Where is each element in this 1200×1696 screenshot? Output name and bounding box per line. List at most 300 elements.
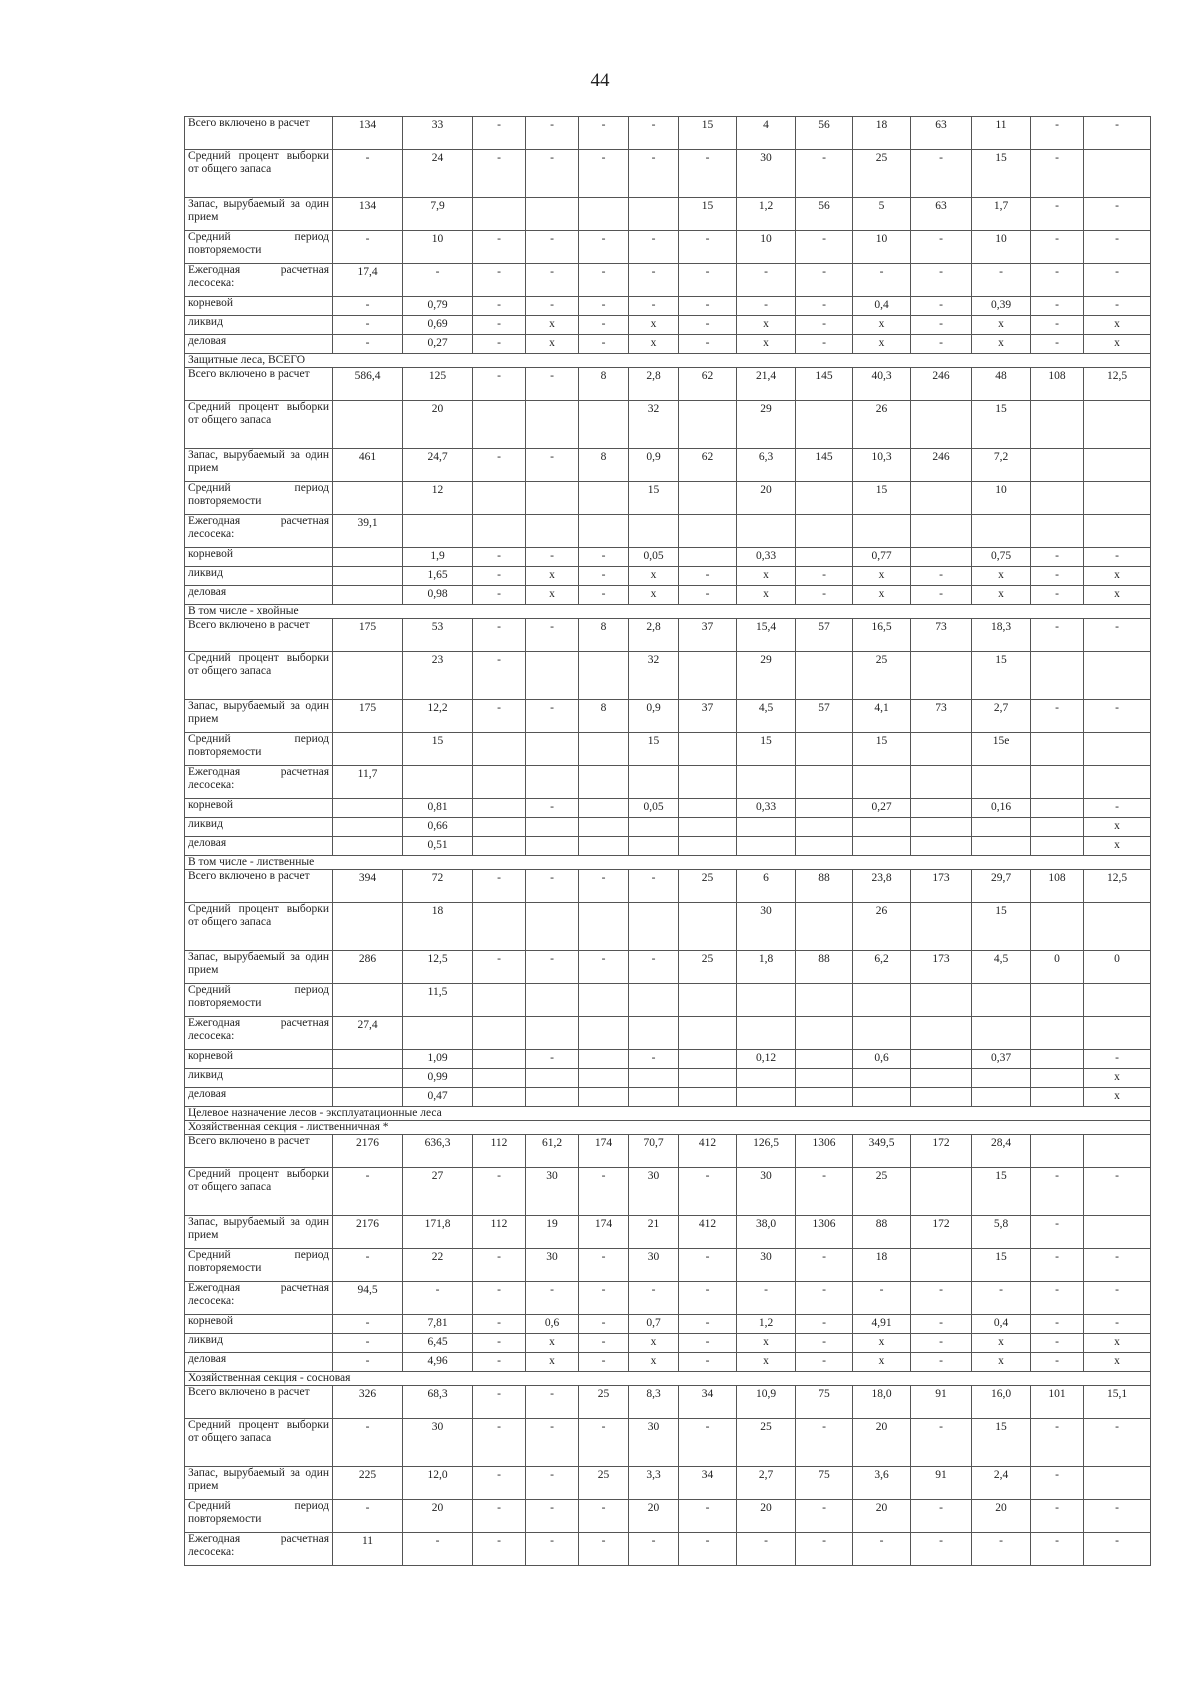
table-cell: [737, 766, 796, 799]
table-cell: 172: [911, 1135, 972, 1168]
row-label: Средний период повторяемости: [185, 733, 333, 766]
table-cell: -: [1031, 1334, 1084, 1353]
table-cell: 33: [403, 117, 473, 150]
table-cell: 30: [629, 1168, 679, 1216]
table-cell: 1,09: [403, 1050, 473, 1069]
table-cell: 24: [403, 150, 473, 198]
table-cell: -: [1031, 1353, 1084, 1372]
table-row: [185, 837, 1151, 856]
table-cell: 0,81: [403, 799, 473, 818]
table-cell: -: [911, 1533, 972, 1566]
table-row: [185, 117, 1151, 150]
table-cell: [1084, 150, 1151, 198]
table-cell: -: [911, 1500, 972, 1533]
table-cell: [911, 984, 972, 1017]
table-cell: -: [526, 1467, 579, 1500]
table-cell: -: [1031, 1249, 1084, 1282]
table-cell: 0,39: [972, 297, 1031, 316]
table-cell: 3,6: [853, 1467, 911, 1500]
table-row: [185, 335, 1151, 354]
table-cell: 10,3: [853, 449, 911, 482]
table-cell: -: [1084, 1050, 1151, 1069]
table-cell: -: [629, 297, 679, 316]
table-cell: [1031, 1135, 1084, 1168]
table-cell: -: [1031, 1216, 1084, 1249]
table-cell: [679, 1050, 737, 1069]
table-cell: -: [679, 1334, 737, 1353]
table-row: [185, 1500, 1151, 1533]
table-cell: 70,7: [629, 1135, 679, 1168]
table-cell: 32: [629, 652, 679, 700]
table-cell: 0,4: [972, 1315, 1031, 1334]
table-cell: 15: [679, 198, 737, 231]
table-cell: [333, 903, 403, 951]
table-cell: 246: [911, 449, 972, 482]
table-cell: [579, 984, 629, 1017]
table-cell: -: [796, 1282, 853, 1315]
table-cell: 15: [972, 150, 1031, 198]
table-cell: [1084, 984, 1151, 1017]
table-cell: [473, 733, 526, 766]
table-cell: -: [911, 1334, 972, 1353]
table-row: [185, 1050, 1151, 1069]
table-cell: 15: [972, 1168, 1031, 1216]
table-cell: -: [473, 368, 526, 401]
table-cell: 394: [333, 870, 403, 903]
table-cell: 29,7: [972, 870, 1031, 903]
table-cell: [473, 1050, 526, 1069]
row-label: Ежегодная расчетная лесосека:: [185, 1017, 333, 1050]
section-title: Защитные леса, ВСЕГО: [185, 354, 1151, 368]
table-cell: -: [1031, 1467, 1084, 1500]
table-row: [185, 652, 1151, 700]
table-cell: [1084, 515, 1151, 548]
table-cell: x: [737, 316, 796, 335]
table-cell: [853, 1069, 911, 1088]
table-cell: -: [796, 1334, 853, 1353]
table-cell: -: [579, 1533, 629, 1566]
table-cell: 7,9: [403, 198, 473, 231]
table-cell: [579, 1088, 629, 1107]
table-cell: [629, 837, 679, 856]
table-cell: -: [473, 700, 526, 733]
table-cell: 75: [796, 1386, 853, 1419]
table-cell: [526, 1017, 579, 1050]
table-cell: -: [629, 150, 679, 198]
table-cell: -: [1084, 231, 1151, 264]
table-cell: -: [1084, 117, 1151, 150]
table-cell: x: [972, 567, 1031, 586]
table-row: [185, 1419, 1151, 1467]
table-cell: -: [333, 335, 403, 354]
table-cell: -: [796, 150, 853, 198]
table-cell: x: [1084, 335, 1151, 354]
table-cell: 10: [737, 231, 796, 264]
table-cell: x: [737, 586, 796, 605]
table-cell: [796, 799, 853, 818]
table-cell: [853, 766, 911, 799]
table-cell: -: [796, 1249, 853, 1282]
table-cell: 6,2: [853, 951, 911, 984]
table-cell: x: [737, 335, 796, 354]
table-cell: -: [796, 1533, 853, 1566]
table-cell: [972, 1088, 1031, 1107]
table-row: [185, 1135, 1151, 1168]
table-cell: -: [911, 1282, 972, 1315]
table-cell: [853, 984, 911, 1017]
table-cell: [403, 1017, 473, 1050]
table-row: [185, 818, 1151, 837]
section-row: [185, 1107, 1151, 1121]
row-label: Средний процент выборки от общего запаса: [185, 903, 333, 951]
table-cell: [333, 1050, 403, 1069]
table-cell: [679, 818, 737, 837]
table-row: [185, 316, 1151, 335]
table-cell: [473, 837, 526, 856]
table-cell: -: [796, 316, 853, 335]
table-cell: 112: [473, 1135, 526, 1168]
table-cell: -: [579, 316, 629, 335]
table-cell: x: [972, 316, 1031, 335]
row-label: Средний период повторяемости: [185, 231, 333, 264]
table-cell: [473, 198, 526, 231]
table-cell: [679, 766, 737, 799]
table-cell: [1031, 818, 1084, 837]
table-cell: 15: [737, 733, 796, 766]
table-cell: [526, 652, 579, 700]
table-cell: [679, 837, 737, 856]
table-cell: -: [526, 1282, 579, 1315]
table-cell: -: [1031, 297, 1084, 316]
table-cell: -: [579, 1500, 629, 1533]
table-cell: 16,5: [853, 619, 911, 652]
table-cell: [473, 903, 526, 951]
table-cell: 25: [737, 1419, 796, 1467]
table-cell: [796, 766, 853, 799]
table-cell: -: [679, 264, 737, 297]
table-cell: [526, 837, 579, 856]
table-cell: [1031, 1088, 1084, 1107]
row-label: Всего включено в расчет: [185, 1386, 333, 1419]
table-cell: x: [629, 335, 679, 354]
table-cell: [972, 1069, 1031, 1088]
table-cell: [1084, 766, 1151, 799]
table-cell: [796, 818, 853, 837]
table-cell: -: [972, 1282, 1031, 1315]
table-cell: -: [579, 1168, 629, 1216]
table-cell: 0,66: [403, 818, 473, 837]
table-cell: 4,5: [972, 951, 1031, 984]
table-cell: -: [1084, 198, 1151, 231]
table-cell: [853, 515, 911, 548]
table-cell: 11: [333, 1533, 403, 1566]
table-cell: x: [629, 1334, 679, 1353]
table-cell: [1084, 1017, 1151, 1050]
table-cell: -: [579, 567, 629, 586]
table-cell: [1084, 733, 1151, 766]
table-cell: -: [679, 1353, 737, 1372]
table-cell: -: [853, 1282, 911, 1315]
table-cell: 0,27: [403, 335, 473, 354]
table-cell: [679, 1017, 737, 1050]
table-cell: [1084, 1216, 1151, 1249]
table-cell: [579, 799, 629, 818]
table-cell: [333, 482, 403, 515]
table-cell: -: [526, 231, 579, 264]
table-cell: 25: [853, 652, 911, 700]
table-cell: -: [911, 231, 972, 264]
table-cell: 2176: [333, 1216, 403, 1249]
table-cell: [853, 1017, 911, 1050]
table-row: [185, 1069, 1151, 1088]
table-cell: 0: [1031, 951, 1084, 984]
table-cell: -: [473, 264, 526, 297]
table-cell: [1031, 799, 1084, 818]
table-cell: 0,7: [629, 1315, 679, 1334]
table-cell: 23: [403, 652, 473, 700]
table-cell: -: [473, 316, 526, 335]
table-cell: -: [796, 567, 853, 586]
table-cell: 145: [796, 449, 853, 482]
table-cell: [526, 818, 579, 837]
table-cell: x: [972, 586, 1031, 605]
table-cell: 15: [972, 1419, 1031, 1467]
table-cell: -: [473, 1353, 526, 1372]
table-cell: [473, 1017, 526, 1050]
table-cell: -: [679, 1419, 737, 1467]
table-cell: -: [679, 586, 737, 605]
table-cell: -: [1031, 231, 1084, 264]
table-cell: -: [629, 1050, 679, 1069]
table-cell: [333, 799, 403, 818]
table-cell: x: [853, 586, 911, 605]
table-cell: -: [526, 1500, 579, 1533]
table-cell: -: [629, 231, 679, 264]
table-cell: [911, 733, 972, 766]
table-cell: 2,7: [972, 700, 1031, 733]
table-cell: [1084, 401, 1151, 449]
table-cell: -: [1084, 548, 1151, 567]
table-row: [185, 264, 1151, 297]
table-cell: [911, 903, 972, 951]
table-cell: -: [1031, 198, 1084, 231]
table-cell: 34: [679, 1386, 737, 1419]
table-cell: [473, 401, 526, 449]
row-label: деловая: [185, 1088, 333, 1107]
table-cell: -: [1084, 1282, 1151, 1315]
table-cell: 21,4: [737, 368, 796, 401]
table-cell: [1084, 903, 1151, 951]
table-cell: 20: [737, 482, 796, 515]
table-cell: 10: [972, 482, 1031, 515]
table-cell: [579, 903, 629, 951]
table-cell: [403, 766, 473, 799]
table-cell: -: [911, 316, 972, 335]
table-cell: [911, 515, 972, 548]
table-cell: [679, 401, 737, 449]
table-cell: 25: [853, 1168, 911, 1216]
table-cell: 0,12: [737, 1050, 796, 1069]
table-cell: -: [679, 1249, 737, 1282]
table-cell: [679, 515, 737, 548]
table-cell: 125: [403, 368, 473, 401]
table-cell: -: [1031, 1419, 1084, 1467]
table-cell: -: [473, 548, 526, 567]
table-cell: -: [737, 1282, 796, 1315]
table-cell: -: [1031, 1533, 1084, 1566]
table-cell: 18,0: [853, 1386, 911, 1419]
table-cell: [911, 652, 972, 700]
row-label: Всего включено в расчет: [185, 619, 333, 652]
table-row: [185, 586, 1151, 605]
table-cell: -: [629, 870, 679, 903]
table-cell: [737, 1017, 796, 1050]
table-row: [185, 548, 1151, 567]
table-cell: [333, 548, 403, 567]
table-cell: [333, 652, 403, 700]
table-cell: [796, 1088, 853, 1107]
table-cell: -: [579, 1282, 629, 1315]
table-cell: -: [473, 1386, 526, 1419]
table-cell: -: [473, 586, 526, 605]
table-cell: [1031, 984, 1084, 1017]
table-row: [185, 1353, 1151, 1372]
table-cell: -: [579, 1353, 629, 1372]
table-row: [185, 515, 1151, 548]
section-row: [185, 1121, 1151, 1135]
table-cell: 7,2: [972, 449, 1031, 482]
table-cell: 20: [403, 401, 473, 449]
table-cell: [629, 818, 679, 837]
table-cell: 12,0: [403, 1467, 473, 1500]
table-cell: [911, 1088, 972, 1107]
row-label: Запас, вырубаемый за один прием: [185, 1467, 333, 1500]
table-cell: [1031, 903, 1084, 951]
table-cell: [579, 733, 629, 766]
table-cell: 53: [403, 619, 473, 652]
table-cell: [1031, 766, 1084, 799]
table-cell: [1084, 652, 1151, 700]
table-cell: 30: [629, 1249, 679, 1282]
table-cell: -: [473, 951, 526, 984]
table-cell: -: [403, 1282, 473, 1315]
table-cell: -: [579, 117, 629, 150]
table-cell: 94,5: [333, 1282, 403, 1315]
table-cell: -: [737, 297, 796, 316]
table-cell: [679, 652, 737, 700]
table-cell: 0,33: [737, 548, 796, 567]
table-cell: -: [1084, 1500, 1151, 1533]
table-cell: -: [473, 1168, 526, 1216]
table-cell: [526, 1088, 579, 1107]
table-cell: [911, 1050, 972, 1069]
table-row: [185, 1386, 1151, 1419]
table-cell: x: [526, 1334, 579, 1353]
table-cell: 134: [333, 117, 403, 150]
row-label: Средний период повторяемости: [185, 1249, 333, 1282]
row-label: корневой: [185, 1050, 333, 1069]
table-cell: x: [1084, 837, 1151, 856]
table-cell: 26: [853, 903, 911, 951]
table-cell: [796, 984, 853, 1017]
table-cell: [1084, 449, 1151, 482]
table-cell: -: [911, 586, 972, 605]
table-cell: 26: [853, 401, 911, 449]
section-row: [185, 605, 1151, 619]
table-cell: 2176: [333, 1135, 403, 1168]
table-cell: -: [526, 1533, 579, 1566]
table-cell: 0: [1084, 951, 1151, 984]
table-cell: [972, 984, 1031, 1017]
table-cell: -: [629, 1282, 679, 1315]
row-label: Средний процент выборки от общего запаса: [185, 150, 333, 198]
table-cell: -: [526, 700, 579, 733]
section-row: [185, 354, 1151, 368]
table-cell: [1084, 482, 1151, 515]
row-label: корневой: [185, 799, 333, 818]
table-cell: 174: [579, 1216, 629, 1249]
row-label: Средний процент выборки от общего запаса: [185, 652, 333, 700]
table-cell: [473, 515, 526, 548]
forest-calculation-table: [184, 116, 1151, 1566]
table-cell: x: [1084, 316, 1151, 335]
table-cell: -: [473, 1334, 526, 1353]
table-cell: x: [1084, 1334, 1151, 1353]
table-cell: -: [629, 1533, 679, 1566]
table-cell: [579, 401, 629, 449]
table-cell: 57: [796, 619, 853, 652]
table-cell: [911, 401, 972, 449]
table-cell: -: [526, 1050, 579, 1069]
table-cell: x: [737, 567, 796, 586]
table-cell: -: [1031, 700, 1084, 733]
table-cell: 15: [629, 733, 679, 766]
row-label: Средний период повторяемости: [185, 482, 333, 515]
table-cell: 0,99: [403, 1069, 473, 1088]
table-cell: 11: [972, 117, 1031, 150]
table-cell: [679, 984, 737, 1017]
table-cell: [526, 1069, 579, 1088]
table-cell: [526, 984, 579, 1017]
table-cell: 1,2: [737, 198, 796, 231]
row-label: Средний процент выборки от общего запаса: [185, 401, 333, 449]
table-cell: [796, 1069, 853, 1088]
table-cell: -: [333, 1334, 403, 1353]
table-cell: -: [333, 1353, 403, 1372]
table-row: [185, 1315, 1151, 1334]
table-cell: 172: [911, 1216, 972, 1249]
table-cell: -: [473, 1500, 526, 1533]
row-label: Средний процент выборки от общего запаса: [185, 1168, 333, 1216]
table-cell: 8: [579, 368, 629, 401]
row-label: корневой: [185, 1315, 333, 1334]
table-cell: [796, 903, 853, 951]
table-cell: 25: [679, 870, 737, 903]
table-cell: [1031, 1017, 1084, 1050]
table-row: [185, 700, 1151, 733]
table-cell: 63: [911, 198, 972, 231]
table-cell: -: [333, 297, 403, 316]
table-cell: [579, 837, 629, 856]
table-cell: -: [333, 1500, 403, 1533]
table-row: [185, 567, 1151, 586]
table-cell: 0,9: [629, 700, 679, 733]
table-row: [185, 1249, 1151, 1282]
table-cell: -: [526, 619, 579, 652]
table-cell: 19: [526, 1216, 579, 1249]
table-cell: [1031, 449, 1084, 482]
table-cell: x: [526, 586, 579, 605]
